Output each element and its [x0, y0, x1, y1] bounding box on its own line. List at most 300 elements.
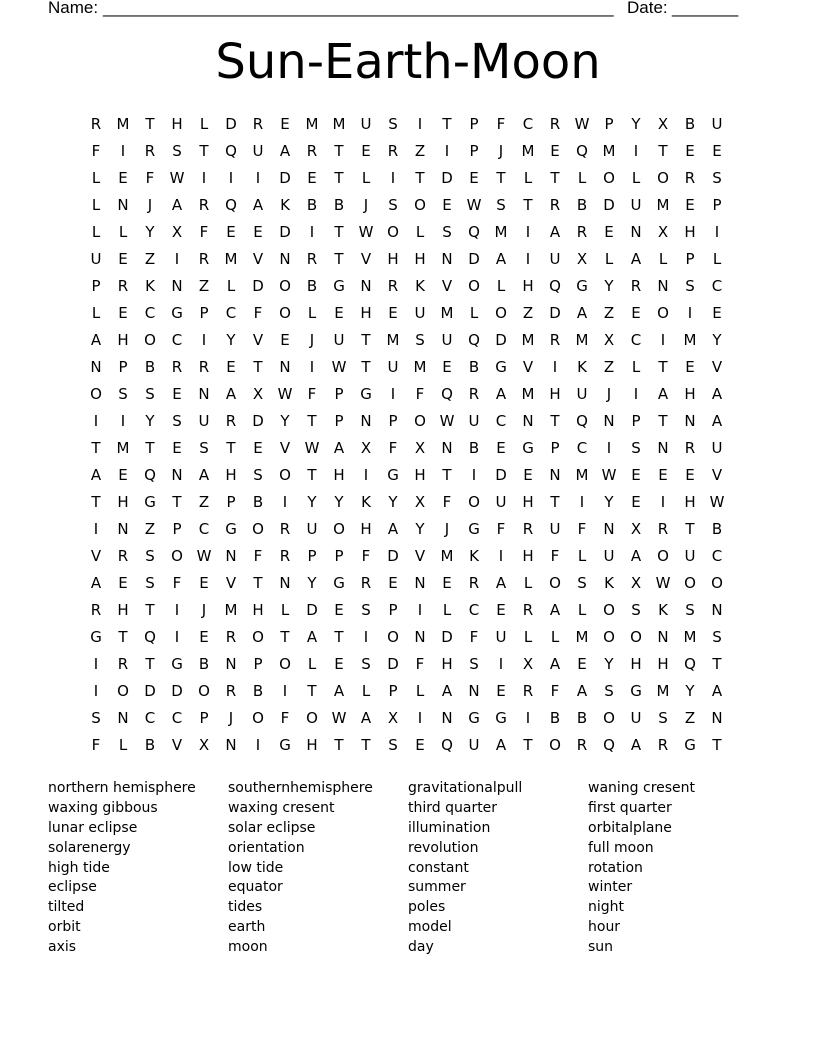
grid-letter: M: [440, 304, 454, 322]
grid-letter: T: [523, 736, 533, 754]
grid-letter: L: [91, 223, 101, 241]
grid-letter: J: [309, 331, 315, 349]
grid-letter: K: [145, 277, 155, 295]
grid-letter: U: [360, 115, 372, 133]
grid-letter: M: [494, 223, 508, 241]
grid-letter: T: [334, 169, 344, 187]
grid-row: [84, 651, 732, 678]
grid-letter: M: [224, 250, 238, 268]
grid-letter: O: [279, 304, 291, 322]
word-list-item: southernhemisphere: [228, 780, 373, 796]
word-list-item: northern hemisphere: [48, 780, 196, 796]
grid-letter: B: [252, 493, 264, 511]
grid-letter: R: [306, 250, 318, 268]
grid-letter: L: [523, 574, 533, 592]
grid-letter: O: [90, 385, 102, 403]
grid-letter: T: [712, 655, 722, 673]
grid-letter: F: [253, 304, 263, 322]
date-label: Date:: [627, 0, 668, 17]
grid-letter: N: [279, 574, 291, 592]
grid-letter: G: [90, 628, 102, 646]
grid-letter: O: [657, 304, 669, 322]
word-list-item: high tide: [48, 859, 110, 876]
grid-letter: B: [576, 709, 588, 727]
grid-letter: A: [333, 439, 345, 457]
grid-letter: H: [522, 547, 534, 565]
grid-letter: O: [252, 520, 264, 538]
grid-row: [84, 354, 732, 381]
grid-letter: A: [90, 574, 102, 592]
grid-letter: X: [414, 493, 426, 511]
grid-letter: E: [496, 682, 506, 700]
grid-letter: T: [280, 628, 290, 646]
grid-letter: B: [198, 655, 210, 673]
grid-letter: B: [711, 520, 723, 538]
grid-letter: J: [363, 196, 369, 214]
grid-letter: J: [201, 601, 207, 619]
grid-letter: W: [466, 196, 482, 214]
grid-letter: T: [226, 439, 236, 457]
grid-letter: S: [712, 628, 722, 646]
grid-row: [84, 516, 732, 543]
word-list-item: waxing cresent: [228, 799, 335, 816]
grid-letter: P: [307, 547, 317, 565]
grid-letter: I: [309, 223, 315, 241]
grid-letter: F: [91, 142, 101, 160]
grid-letter: V: [90, 547, 102, 565]
grid-letter: O: [279, 277, 291, 295]
grid-letter: N: [117, 709, 129, 727]
grid-letter: M: [386, 331, 400, 349]
grid-letter: A: [495, 385, 507, 403]
grid-letter: Q: [441, 736, 453, 754]
word-list-item: summer: [408, 879, 466, 896]
name-line: ______________________________________________________: [103, 0, 614, 17]
grid-letter: T: [550, 169, 560, 187]
name-label: Name:: [48, 0, 99, 17]
word-list-item: full moon: [588, 839, 654, 856]
word-list-column: [408, 779, 588, 958]
grid-letter: K: [577, 358, 587, 376]
grid-letter: S: [145, 547, 155, 565]
grid-letter: D: [468, 250, 480, 268]
grid-letter: A: [90, 466, 102, 484]
grid-letter: S: [415, 331, 425, 349]
grid-letter: P: [388, 682, 398, 700]
grid-letter: B: [468, 358, 480, 376]
grid-letter: E: [118, 574, 128, 592]
grid-letter: M: [602, 142, 616, 160]
grid-letter: C: [144, 709, 156, 727]
grid-letter: F: [172, 574, 182, 592]
grid-letter: S: [172, 412, 182, 430]
grid-letter: I: [498, 547, 504, 565]
grid-letter: S: [91, 709, 101, 727]
grid-letter: A: [171, 196, 183, 214]
word-list-column: [228, 779, 408, 958]
grid-letter: C: [630, 331, 642, 349]
grid-letter: O: [414, 196, 426, 214]
word-list-item: low tide: [228, 859, 284, 876]
grid-letter: L: [712, 250, 722, 268]
grid-letter: N: [117, 196, 129, 214]
grid-row: [84, 489, 732, 516]
grid-letter: L: [523, 169, 533, 187]
grid-letter: C: [495, 412, 507, 430]
grid-letter: O: [468, 277, 480, 295]
grid-row: [84, 705, 732, 732]
grid-letter: L: [118, 736, 128, 754]
grid-letter: O: [684, 574, 696, 592]
grid-letter: O: [468, 493, 480, 511]
grid-letter: U: [549, 520, 561, 538]
grid-letter: X: [576, 250, 588, 268]
grid-letter: R: [657, 520, 669, 538]
grid-letter: D: [144, 682, 156, 700]
grid-letter: L: [280, 601, 290, 619]
grid-letter: L: [91, 169, 101, 187]
grid-letter: Z: [522, 304, 534, 322]
grid-letter: R: [387, 142, 399, 160]
grid-letter: D: [441, 628, 453, 646]
grid-letter: V: [441, 277, 453, 295]
grid-letter: Q: [576, 412, 588, 430]
grid-letter: X: [657, 223, 669, 241]
grid-letter: T: [307, 682, 317, 700]
grid-row: [84, 192, 732, 219]
grid-letter: F: [145, 169, 155, 187]
grid-letter: P: [199, 304, 209, 322]
grid-letter: Y: [334, 493, 344, 511]
grid-letter: T: [307, 412, 317, 430]
grid-letter: O: [711, 574, 723, 592]
grid-letter: P: [334, 547, 344, 565]
grid-letter: G: [387, 466, 399, 484]
grid-letter: U: [414, 304, 426, 322]
grid-letter: D: [279, 223, 291, 241]
grid-letter: N: [522, 412, 534, 430]
grid-letter: L: [307, 304, 317, 322]
grid-letter: I: [417, 709, 423, 727]
grid-letter: G: [171, 655, 183, 673]
grid-letter: E: [685, 358, 695, 376]
grid-letter: I: [201, 169, 207, 187]
grid-letter: O: [144, 331, 156, 349]
grid-letter: H: [522, 277, 534, 295]
grid-letter: O: [198, 682, 210, 700]
grid-letter: M: [656, 682, 670, 700]
grid-letter: E: [226, 358, 236, 376]
grid-letter: U: [495, 628, 507, 646]
grid-letter: A: [333, 682, 345, 700]
grid-letter: D: [549, 304, 561, 322]
grid-letter: L: [577, 169, 587, 187]
grid-letter: E: [334, 304, 344, 322]
grid-letter: N: [279, 358, 291, 376]
grid-letter: W: [709, 493, 725, 511]
grid-letter: E: [712, 304, 722, 322]
grid-letter: V: [414, 547, 426, 565]
grid-letter: R: [522, 682, 534, 700]
grid-letter: L: [91, 196, 101, 214]
grid-letter: I: [93, 520, 99, 538]
grid-letter: T: [307, 466, 317, 484]
grid-letter: I: [606, 439, 612, 457]
grid-letter: E: [199, 574, 209, 592]
grid-letter: M: [683, 331, 697, 349]
grid-letter: D: [495, 466, 507, 484]
grid-letter: E: [118, 466, 128, 484]
grid-letter: O: [252, 709, 264, 727]
word-search-grid: [84, 111, 732, 759]
grid-letter: L: [631, 358, 641, 376]
grid-letter: N: [360, 412, 372, 430]
grid-letter: H: [657, 655, 669, 673]
grid-letter: Q: [549, 277, 561, 295]
grid-letter: O: [603, 601, 615, 619]
word-list-item: day: [408, 939, 434, 956]
grid-letter: G: [495, 709, 507, 727]
grid-letter: T: [199, 142, 209, 160]
grid-letter: M: [521, 385, 535, 403]
grid-letter: L: [415, 223, 425, 241]
grid-letter: Q: [684, 655, 696, 673]
grid-letter: E: [118, 169, 128, 187]
grid-letter: S: [712, 169, 722, 187]
grid-letter: E: [253, 223, 263, 241]
grid-letter: A: [630, 736, 642, 754]
grid-letter: E: [442, 574, 452, 592]
grid-letter: A: [549, 601, 561, 619]
word-list-item: illumination: [408, 819, 491, 836]
grid-letter: I: [174, 628, 180, 646]
grid-letter: F: [496, 115, 506, 133]
grid-letter: Q: [468, 331, 480, 349]
grid-letter: B: [144, 736, 156, 754]
grid-letter: X: [198, 736, 210, 754]
grid-letter: L: [199, 115, 209, 133]
grid-letter: R: [549, 115, 561, 133]
grid-letter: P: [334, 412, 344, 430]
grid-letter: A: [225, 385, 237, 403]
grid-letter: D: [306, 601, 318, 619]
grid-letter: E: [172, 439, 182, 457]
grid-letter: I: [417, 601, 423, 619]
grid-letter: N: [603, 520, 615, 538]
grid-letter: W: [331, 709, 347, 727]
grid-row: [84, 246, 732, 273]
grid-letter: N: [549, 466, 561, 484]
grid-letter: E: [712, 142, 722, 160]
grid-letter: S: [253, 466, 263, 484]
grid-letter: H: [684, 493, 696, 511]
grid-letter: H: [117, 601, 129, 619]
grid-letter: A: [495, 574, 507, 592]
word-list-item: orbitalplane: [588, 819, 672, 836]
grid-letter: T: [253, 358, 263, 376]
grid-letter: H: [522, 493, 534, 511]
grid-letter: O: [549, 736, 561, 754]
grid-letter: G: [684, 736, 696, 754]
grid-letter: R: [468, 385, 480, 403]
grid-letter: H: [171, 115, 183, 133]
grid-letter: A: [711, 412, 723, 430]
grid-letter: H: [306, 736, 318, 754]
grid-letter: R: [225, 628, 237, 646]
grid-letter: I: [309, 358, 315, 376]
grid-letter: D: [225, 115, 237, 133]
grid-letter: O: [387, 223, 399, 241]
grid-letter: R: [117, 547, 129, 565]
grid-letter: H: [225, 466, 237, 484]
grid-letter: H: [684, 385, 696, 403]
word-list-item: first quarter: [588, 799, 672, 816]
grid-letter: I: [498, 655, 504, 673]
grid-letter: Y: [307, 574, 317, 592]
grid-letter: G: [360, 385, 372, 403]
grid-letter: I: [417, 115, 423, 133]
grid-letter: R: [279, 520, 291, 538]
grid-letter: A: [279, 142, 291, 160]
grid-letter: Z: [603, 304, 615, 322]
grid-letter: R: [225, 682, 237, 700]
grid-letter: I: [282, 493, 288, 511]
grid-letter: L: [91, 304, 101, 322]
grid-letter: O: [657, 547, 669, 565]
grid-letter: E: [118, 304, 128, 322]
grid-letter: S: [469, 655, 479, 673]
grid-letter: P: [469, 142, 479, 160]
grid-letter: T: [361, 358, 371, 376]
grid-letter: B: [684, 115, 696, 133]
grid-letter: L: [496, 277, 506, 295]
grid-letter: R: [198, 250, 210, 268]
grid-letter: D: [387, 547, 399, 565]
grid-letter: O: [333, 520, 345, 538]
grid-letter: R: [468, 574, 480, 592]
grid-letter: E: [550, 142, 560, 160]
grid-letter: R: [630, 277, 642, 295]
grid-letter: E: [388, 304, 398, 322]
word-list-item: orbit: [48, 919, 81, 936]
grid-letter: D: [252, 412, 264, 430]
grid-letter: T: [658, 142, 668, 160]
grid-letter: G: [171, 304, 183, 322]
grid-letter: U: [441, 331, 453, 349]
grid-letter: P: [550, 439, 560, 457]
grid-letter: N: [171, 466, 183, 484]
grid-letter: K: [361, 493, 371, 511]
grid-letter: E: [442, 358, 452, 376]
grid-letter: E: [658, 466, 668, 484]
word-list-item: earth: [228, 919, 266, 936]
grid-letter: B: [306, 277, 318, 295]
grid-letter: I: [633, 142, 639, 160]
grid-letter: E: [469, 169, 479, 187]
grid-letter: N: [630, 223, 642, 241]
grid-letter: R: [90, 115, 102, 133]
grid-letter: D: [387, 655, 399, 673]
grid-letter: Q: [441, 385, 453, 403]
grid-letter: G: [522, 439, 534, 457]
grid-letter: M: [224, 601, 238, 619]
grid-letter: T: [91, 493, 101, 511]
word-list-item: waning cresent: [588, 780, 696, 796]
grid-letter: I: [390, 169, 396, 187]
grid-letter: H: [684, 223, 696, 241]
grid-letter: S: [145, 385, 155, 403]
date-line: _______: [672, 0, 739, 17]
grid-letter: R: [198, 358, 210, 376]
grid-letter: V: [171, 736, 183, 754]
grid-row: [84, 597, 732, 624]
grid-letter: X: [603, 331, 615, 349]
grid-letter: X: [414, 439, 426, 457]
grid-letter: E: [523, 466, 533, 484]
grid-letter: L: [307, 655, 317, 673]
grid-letter: U: [333, 331, 345, 349]
grid-letter: A: [549, 655, 561, 673]
grid-letter: Y: [604, 277, 614, 295]
grid-letter: N: [657, 439, 669, 457]
grid-letter: N: [414, 574, 426, 592]
grid-letter: R: [117, 277, 129, 295]
grid-letter: N: [225, 736, 237, 754]
grid-letter: I: [255, 169, 261, 187]
grid-row: [84, 543, 732, 570]
grid-letter: S: [631, 601, 641, 619]
grid-letter: V: [279, 439, 291, 457]
grid-letter: M: [332, 115, 346, 133]
grid-letter: E: [631, 493, 641, 511]
grid-letter: C: [522, 115, 534, 133]
grid-letter: R: [522, 601, 534, 619]
grid-letter: R: [90, 601, 102, 619]
grid-letter: S: [199, 439, 209, 457]
grid-letter: T: [442, 115, 452, 133]
grid-letter: L: [604, 250, 614, 268]
grid-letter: A: [549, 223, 561, 241]
grid-letter: Z: [198, 277, 210, 295]
grid-letter: X: [171, 223, 183, 241]
grid-letter: L: [361, 682, 371, 700]
grid-letter: E: [631, 304, 641, 322]
grid-letter: T: [712, 736, 722, 754]
grid-letter: U: [630, 709, 642, 727]
grid-letter: M: [521, 142, 535, 160]
grid-letter: O: [495, 304, 507, 322]
grid-letter: Z: [414, 142, 426, 160]
grid-letter: T: [145, 601, 155, 619]
grid-letter: I: [120, 142, 126, 160]
grid-letter: B: [549, 709, 561, 727]
grid-letter: F: [577, 520, 587, 538]
grid-letter: S: [361, 601, 371, 619]
grid-letter: H: [360, 304, 372, 322]
grid-letter: D: [171, 682, 183, 700]
grid-letter: N: [441, 709, 453, 727]
grid-row: [84, 273, 732, 300]
grid-letter: F: [415, 385, 425, 403]
grid-letter: K: [469, 547, 479, 565]
grid-letter: W: [655, 574, 671, 592]
grid-letter: Q: [225, 142, 237, 160]
grid-letter: N: [711, 709, 723, 727]
word-list-item: solar eclipse: [228, 819, 316, 836]
grid-letter: R: [306, 142, 318, 160]
grid-letter: E: [415, 736, 425, 754]
grid-letter: V: [225, 574, 237, 592]
